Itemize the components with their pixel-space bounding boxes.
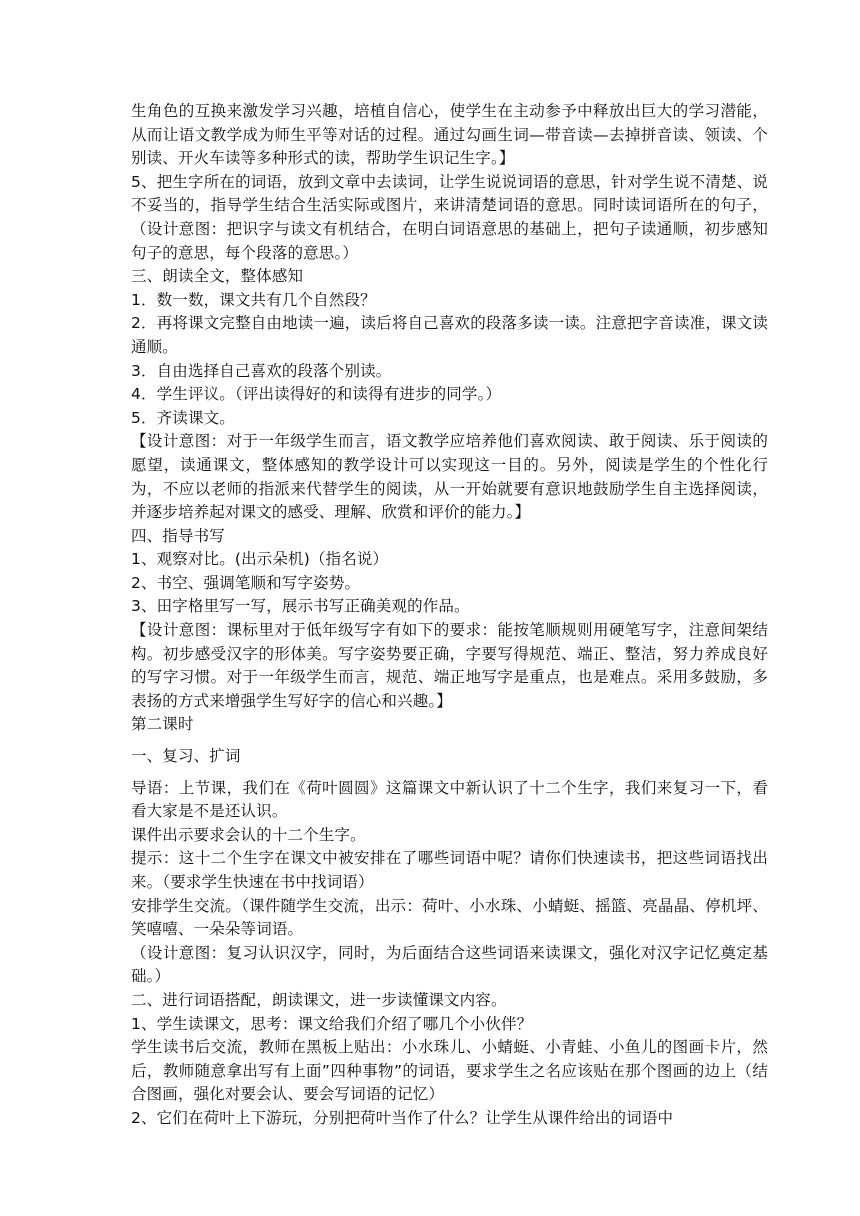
paragraph: 课件出示要求会认的十二个生字。	[131, 825, 366, 844]
list-item: 2、书空、强调笔顺和写字姿势。	[131, 573, 361, 592]
paragraph: 学生读书后交流，教师在黑板上贴出：小水珠儿、小蜻蜓、小青蛙、小鱼儿的图画卡片，然后，教师随意拿出写有上面”四种事物”的词语，要求学生之名应该贴在那个图画的边上（结合图画，强化对要会认、要会写词语的记忆）	[131, 1038, 768, 1104]
list-item: 3．自由选择自己喜欢的段落个别读。	[131, 361, 392, 380]
design-intent-paragraph: 【设计意图：对于一年级学生而言，语文教学应培养他们喜欢阅读、敢于阅读、乐于阅读的愿望，读通课文，整体感知的教学设计可以实现这一目的。另外，阅读是学生的个性化行为，不应以老师的指派来代替学生的阅读，从一开始就要有意识地鼓励学生自主选择阅读，并逐步培养起对课文的感受、理解、欣赏和评价的能力。】	[131, 432, 768, 522]
list-item: 3、田字格里写一写，展示书写正确美观的作品。	[131, 597, 470, 616]
lesson-heading: 第二课时	[131, 715, 194, 734]
paragraph-1: 生角色的互换来激发学习兴趣，培植自信心，使学生在主动参予中释放出巨大的学习潜能，从而让语文教学成为师生平等对话的过程。通过勾画生词—带音读—去掉拼音读、领读、个别读、开火车读等多种形式的读，帮助学生识记生字。】	[131, 102, 768, 168]
design-intent-paragraph: 【设计意图：课标里对于低年级写字有如下的要求：能按笔顺规则用硬笔写字，注意间架结构。初步感受汉字的形体美。写字姿势要正确，字要写得规范、端正、整洁，努力养成良好的写字习惯。对于一年级学生而言，规范、端正地写字是重点，也是难点。采用多鼓励，多表扬的方式来增强学生写好字的信心和兴趣。】	[131, 621, 768, 710]
paragraph-2: 5、把生字所在的词语，放到文章中去读词，让学生说说词语的意思，针对学生说不清楚、说不妥当的，指导学生结合生活实际或图片，来讲清楚词语的意思。同时读词语所在的句子，（设计意图：把识字与读文有机结合，在明白词语意思的基础上，把句子读通顺，初步感知句子的意思，每个段落的意思。）	[131, 172, 768, 262]
design-intent-paragraph: （设计意图：复习认识汉字，同时，为后面结合这些词语来读课文，强化对汉字记忆奠定基础。）	[131, 943, 768, 986]
section-heading-2: 二、进行词语搭配，朗读课文，进一步读懂课文内容。	[131, 990, 507, 1009]
list-item: 1、学生读课文，思考：课文给我们介绍了哪几个小伙伴？	[131, 1014, 533, 1033]
list-item: 2．再将课文完整自由地读一遍，读后将自己喜欢的段落多读一读。注意把字音读准，课文读通顺。	[131, 314, 768, 356]
section-heading-3: 三、朗读全文，整体感知	[131, 267, 304, 286]
list-item: 1、观察对比。(出示朵机)（指名说）	[131, 550, 389, 569]
section-heading-4: 四、指导书写	[131, 526, 225, 545]
list-item: 5．齐读课文。	[131, 408, 235, 427]
list-item: 4．学生评议。（评出读得好的和读得有进步的同学。）	[131, 385, 502, 404]
list-item: 1．数一数，课文共有几个自然段？	[131, 290, 376, 309]
paragraph: 提示：这十二个生字在课文中被安排在了哪些词语中呢？请你们快速读书，把这些词语找出来。（要求学生快速在书中找词语）	[131, 849, 768, 891]
section-heading-1: 一、复习、扩词	[131, 747, 241, 766]
paragraph-intro: 导语：上节课，我们在《荷叶圆圆》这篇课文中新认识了十二个生字，我们来复习一下，看看大家是不是还认识。	[131, 778, 768, 821]
paragraph: 安排学生交流。（课件随学生交流，出示：荷叶、小水珠、小蜻蜓、摇篮、亮晶晶、停机坪、笑嘻嘻、一朵朵等词语。	[131, 896, 768, 939]
list-item: 2、它们在荷叶上下游玩，分别把荷叶当作了什么？让学生从课件给出的词语中	[131, 1108, 674, 1127]
